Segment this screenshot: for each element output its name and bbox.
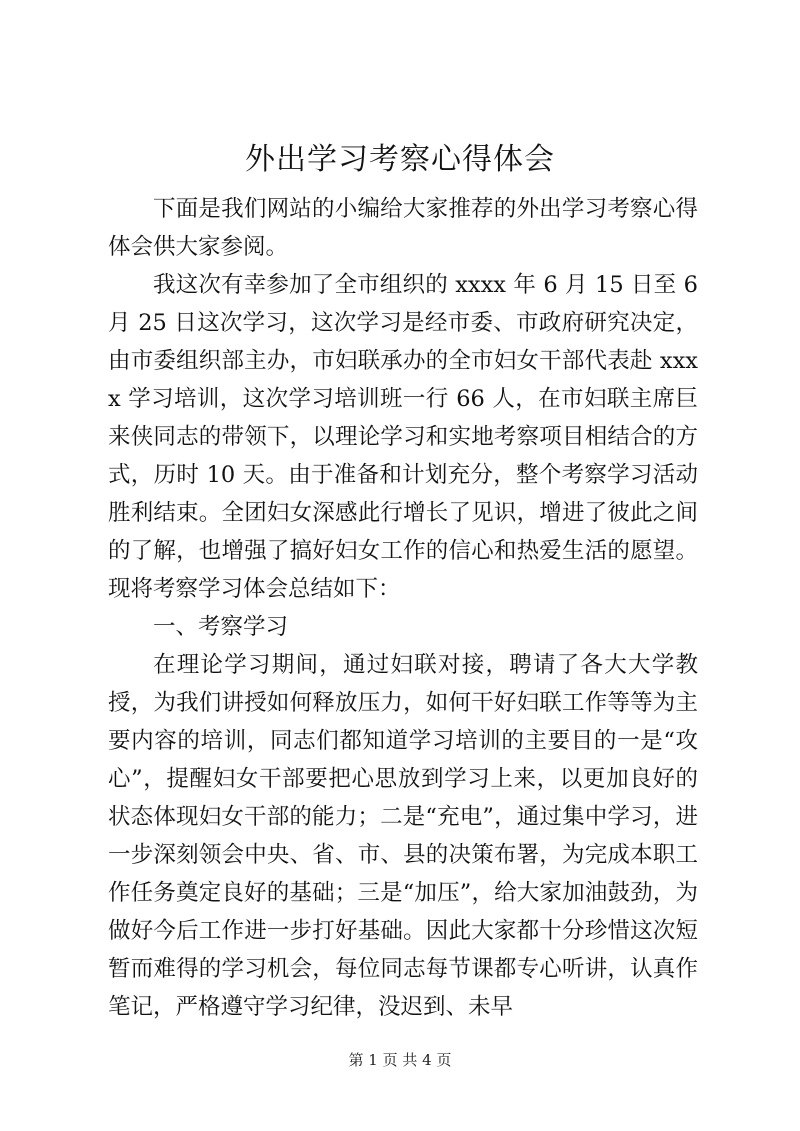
section-heading: 一、考察学习 (153, 614, 289, 640)
document-title: 外出学习考察心得体会 (245, 142, 555, 177)
section-paragraph: 在理论学习期间，通过妇联对接，聘请了各大大学教授，为我们讲授如何释放压力，如何干好妇联工作等等为主要内容的培训，同志们都知道学习培训的主要目的一是“攻心”，提醒妇女干部要把心思放到学习上来，以更加良好的状态体现妇女干部的能力；二是“充电”，通过集中学习，进一步深刻领会中央、省、市、县的决策布署，为完成本职工作任务奠定良好的基础；三是“加压”，给大家加油鼓劲，为做好今后工作进一步打好基础。因此大家都十分珍惜这次短暂而难得的学习机会，每位同志每节课都专心听讲，认真作笔记，严格遵守学习纪律，没迟到、未早 (108, 652, 698, 1020)
intro-paragraph: 下面是我们网站的小编给大家推荐的外出学习考察心得体会供大家参阅。 (108, 196, 698, 260)
page-footer: 第 1 页 共 4 页 (348, 1051, 452, 1069)
summary-paragraph: 我这次有幸参加了全市组织的 xxxx 年 6 月 15 日至 6 月 25 日这次学习，这次学习是经市委、市政府研究决定，由市委组织部主办，市妇联承办的全市妇女干部代表赴 xxxx 学习培训，这次学习培训班一行 66 人，在市妇联主席巨来侠同志的带领下，以理论学习和实地考察项目相结合的方式，历时 10 天。由于准备和计划充分，整个考察学习活动胜利结束。全团妇女深感此行增长了见识，增进了彼此之间的了解，也增强了搞好妇女工作的信心和热爱生活的愿望。现将考察学习体会总结如下： (108, 272, 698, 602)
document-body (108, 190, 698, 1026)
